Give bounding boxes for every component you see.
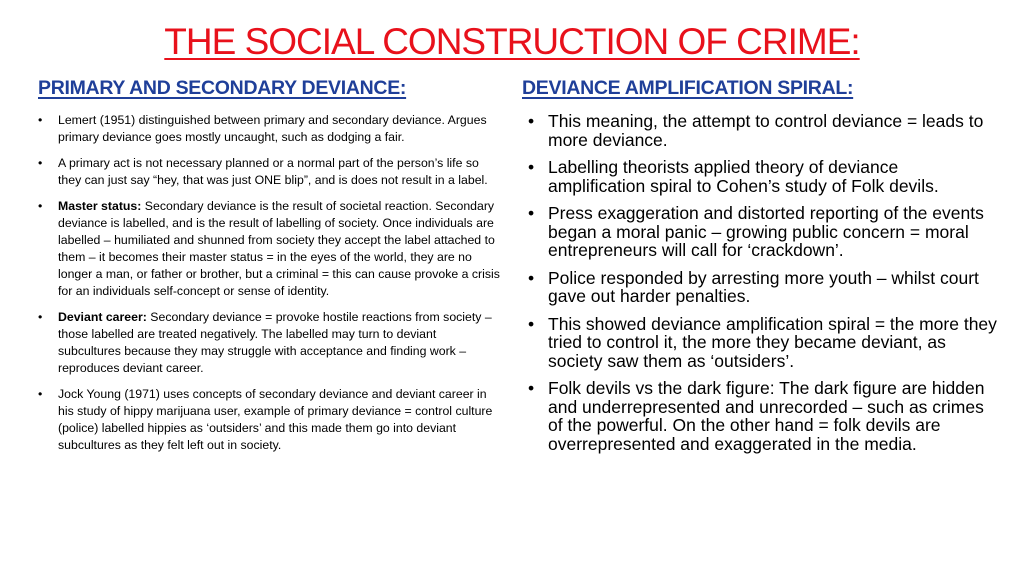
list-item: [528, 269, 998, 306]
bullet-text: Police responded by arresting more youth – whilst court gave out harder penalties.: [548, 267, 979, 306]
list-item: [38, 198, 502, 300]
bullet-text: Secondary deviance = provoke hostile reactions from society – those labelled are treated negatively. The labelled may turn to deviant subcultures because they may struggle with acceptance and finding work – reproduces deviant career.: [58, 310, 492, 375]
bullet-text: Labelling theorists applied theory of deviance amplification spiral to Cohen’s study of Folk devils.: [548, 157, 939, 196]
bullet-text: A primary act is not necessary planned or a normal part of the person’s life so they can just say “hey, that was just ONE blip”, and is does not result in a label.: [58, 156, 488, 187]
deviant-career-term: Deviant career:: [58, 310, 147, 324]
primary-secondary-deviance-heading: PRIMARY AND SECONDARY DEVIANCE:: [38, 77, 407, 99]
master-status-term: Master status:: [58, 199, 142, 213]
bullet-text: Secondary deviance is the result of societal reaction. Secondary deviance is labelled, and is the result of labelling of society. Once individuals are labelled – humiliated and shunned from society they accept the label attached to them – it becomes their master status = in the eyes of the world, they are no longer a man, or father or brother, but a criminal = this can cause provoke a crisis for an individuals self-concept or sense of identity.: [58, 199, 500, 298]
bullet-icon: •: [528, 313, 535, 334]
bullet-icon: •: [38, 156, 43, 170]
list-item: [38, 155, 502, 189]
bullet-text: This showed deviance amplification spiral = the more they tried to control it, the more they became deviant, as society saw them as ‘outsiders’.: [548, 313, 997, 371]
list-item: [38, 386, 502, 454]
bullet-text: Jock Young (1971) uses concepts of secondary deviance and deviant career in his study of hippy marijuana user, example of primary deviance = control culture (police) labelled hippies as ‘outsiders’ and this made them go into deviant subcultures as they felt left out in society.: [58, 387, 493, 452]
bullet-icon: •: [528, 378, 535, 398]
bullet-icon: •: [38, 387, 43, 401]
bullet-icon: •: [528, 111, 535, 131]
bullet-text: Press exaggeration and distorted reporting of the events began a moral panic – growing public concern = moral entrepreneurs will call for ‘crackdown’.: [548, 203, 984, 260]
bullet-icon: •: [38, 310, 43, 324]
deviance-amplification-spiral-heading: DEVIANCE AMPLIFICATION SPIRAL:: [522, 77, 854, 99]
bullet-icon: •: [528, 157, 535, 177]
list-item: [528, 379, 998, 453]
bullet-text: Lemert (1951) distinguished between primary and secondary deviance. Argues primary deviance goes mostly uncaught, such as dodging a fair.: [58, 113, 487, 144]
list-item: [38, 309, 502, 377]
bullet-text: This meaning, the attempt to control deviance = leads to more deviance.: [548, 111, 984, 150]
bullet-icon: •: [528, 267, 535, 288]
bullet-icon: •: [38, 199, 43, 213]
slide-title: THE SOCIAL CONSTRUCTION OF CRIME:: [164, 21, 860, 62]
deviance-amplification-spiral-list: [528, 112, 998, 462]
list-item: [528, 315, 998, 371]
list-item: [528, 112, 998, 149]
bullet-icon: •: [38, 113, 43, 127]
list-item: [528, 204, 998, 260]
list-item: [528, 158, 998, 195]
bullet-text: Folk devils vs the dark figure: The dark figure are hidden and underrepresented and unrecorded – such as crimes of the powerful. On the other hand = folk devils are overrepresented and exaggerated in the media.: [548, 378, 985, 454]
primary-secondary-deviance-list: [38, 112, 502, 463]
bullet-icon: •: [528, 203, 535, 223]
list-item: [38, 112, 502, 146]
